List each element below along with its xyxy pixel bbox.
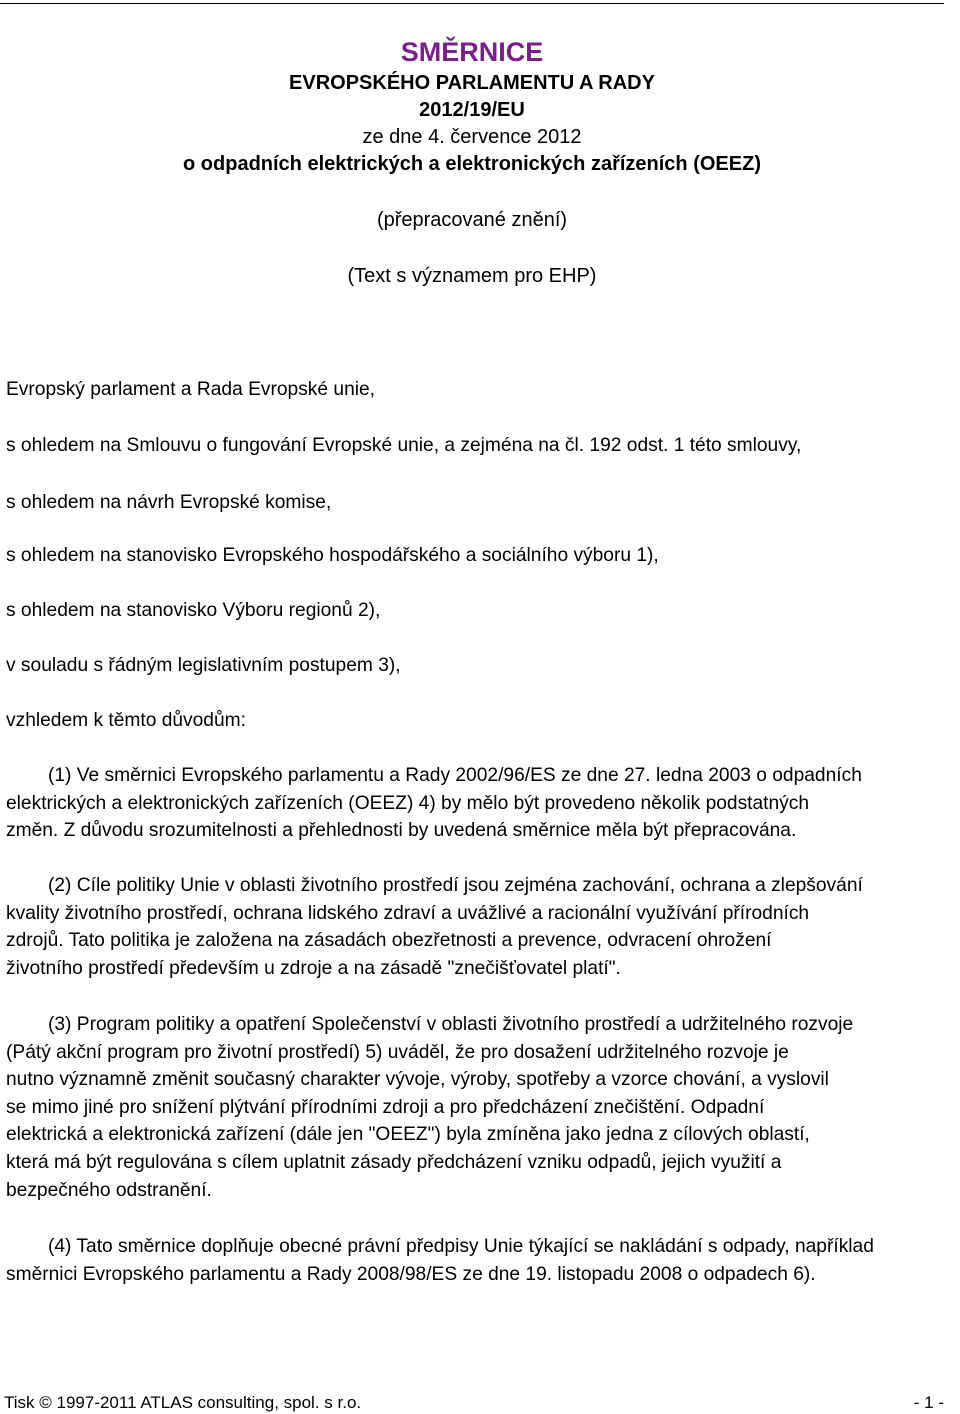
recital-line: (3) Program politiky a opatření Společenství v oblasti životního prostředí a udržitelného rozvoje bbox=[48, 1014, 854, 1035]
preamble-line: s ohledem na návrh Evropské komise, bbox=[6, 492, 332, 513]
recital-line: směrnici Evropského parlamentu a Rady 2008/98/ES ze dne 19. listopadu 2008 o odpadech 6). bbox=[6, 1263, 816, 1285]
recast-note: (přepracované znění) bbox=[376, 209, 568, 231]
preamble-line: s ohledem na stanovisko Výboru regionů 2), bbox=[6, 600, 381, 621]
recital-line: (Pátý akční program pro životní prostředí) 5) uváděl, že pro dosažení udržitelného rozvoje je bbox=[6, 1041, 789, 1063]
recital-line: zdrojů. Tato politika je založena na zásadách obezřetnosti a prevence, odvracení ohrožení bbox=[6, 930, 772, 952]
footer-page-number: - 1 - bbox=[913, 1393, 944, 1412]
issuer-line: EVROPSKÉHO PARLAMENTU A RADY bbox=[289, 72, 655, 94]
recital-line: která má být regulována s cílem uplatnit zásady předcházení vzniku odpadů, jejich využití a bbox=[6, 1151, 782, 1173]
footer-rule bbox=[0, 1386, 960, 1387]
top-rule bbox=[0, 3, 944, 4]
footer-copyright: Tisk © 1997-2011 ATLAS consulting, spol. s r.o. bbox=[4, 1393, 362, 1412]
recital-line: elektrická a elektronická zařízení (dále jen "OEEZ") byla zmíněna jako jedna z cílových oblastí, bbox=[6, 1124, 810, 1146]
eea-note: (Text s významem pro EHP) bbox=[347, 265, 597, 287]
recital-line: bezpečného odstranění. bbox=[6, 1179, 212, 1201]
recital-line: životního prostředí především u zdroje a na zásadě "znečišťovatel platí". bbox=[6, 957, 621, 979]
recital-2 bbox=[6, 872, 956, 982]
recital-1 bbox=[6, 762, 956, 845]
recital-line: změn. Z důvodu srozumitelnosti a přehlednosti by uvedená směrnice měla být přepracována. bbox=[6, 820, 797, 842]
document-header bbox=[0, 34, 944, 290]
recital-line: (4) Tato směrnice doplňuje obecné právní předpisy Unie týkající se nakládání s odpady, například bbox=[48, 1236, 874, 1257]
recital-4 bbox=[6, 1233, 956, 1288]
directive-subject: o odpadních elektrických a elektronických zařízeních (OEEZ) bbox=[183, 153, 761, 175]
preamble-line: v souladu s řádným legislativním postupem 3), bbox=[6, 655, 401, 676]
directive-number: 2012/19/EU bbox=[419, 99, 525, 121]
recital-line: kvality životního prostředí, ochrana lidského zdraví a uvážlivé a racionální využívání přírodních bbox=[6, 902, 810, 924]
recital-line: elektrických a elektronických zařízeních (OEEZ) 4) by mělo být provedeno několik podstatných bbox=[6, 792, 810, 814]
recital-line: se mimo jiné pro snížení plýtvání přírodními zdroji a pro předcházení znečištění. Odpadní bbox=[6, 1096, 765, 1118]
preamble-line: s ohledem na stanovisko Evropského hospodářského a sociálního výboru 1), bbox=[6, 545, 659, 566]
preamble-line: Evropský parlament a Rada Evropské unie, bbox=[6, 379, 376, 400]
recital-line: nutno významně změnit současný charakter vývoje, výroby, spotřeby a vzorce chování, a vyslovil bbox=[6, 1069, 829, 1091]
recital-3 bbox=[6, 1011, 956, 1204]
recital-line: (2) Cíle politiky Unie v oblasti životního prostředí jsou zejména zachování, ochrana a zlepšování bbox=[48, 875, 863, 896]
directive-date: ze dne 4. července 2012 bbox=[362, 126, 582, 148]
document-title: SMĚRNICE bbox=[400, 37, 544, 67]
preamble-line: vzhledem k těmto důvodům: bbox=[6, 710, 246, 731]
preamble-line: s ohledem na Smlouvu o fungování Evropské unie, a zejména na čl. 192 odst. 1 této smlouvy, bbox=[6, 435, 802, 456]
recital-line: (1) Ve směrnici Evropského parlamentu a Rady 2002/96/ES ze dne 27. ledna 2003 o odpadních bbox=[48, 765, 862, 786]
